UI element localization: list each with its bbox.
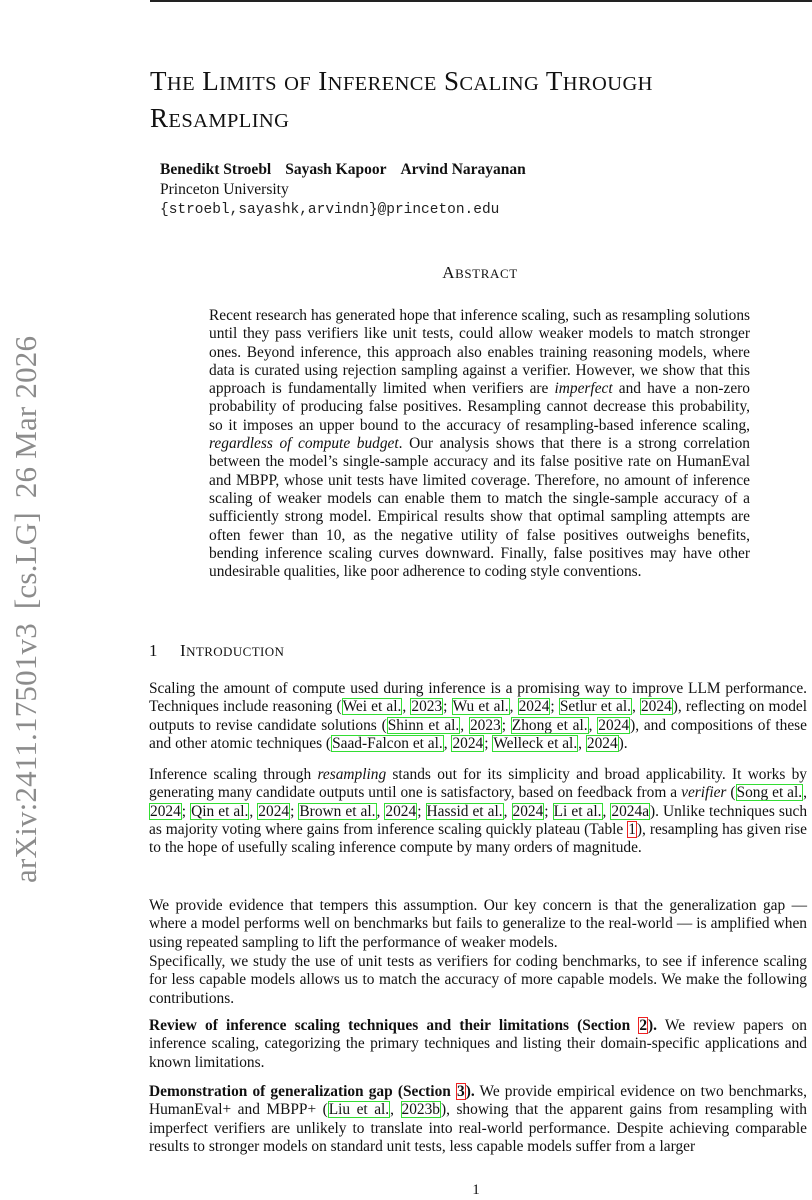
citation-link[interactable]: 2023	[411, 698, 443, 716]
affiliation: Princeton University	[160, 181, 289, 198]
citation-link[interactable]: Song et al.	[736, 784, 803, 802]
citation-link[interactable]: Wu et al.	[452, 698, 509, 716]
author-name: Arvind Narayanan	[400, 161, 526, 178]
citation-link[interactable]: 2024	[258, 802, 290, 820]
contribution-review: Review of inference scaling techniques and their limitations (Section 2). We review papers on inference scaling, categorizing the primary techniques and listing their domain-specific applications and known limitations.	[149, 1017, 807, 1071]
citation-link[interactable]: Wei et al.	[342, 698, 402, 716]
citation-link[interactable]: Brown et al.	[299, 802, 376, 820]
title-line-1: THE LIMITS OF INFERENCE SCALING THROUGH	[150, 66, 653, 96]
citation-link[interactable]: Hassid et al.	[426, 802, 503, 820]
citation-link[interactable]: 2023b	[401, 1101, 440, 1119]
citation-link[interactable]: Shinn et al.	[387, 716, 460, 734]
citation-link[interactable]: Welleck et al.	[493, 734, 578, 752]
intro-paragraph-1: Scaling the amount of compute used during inference is a promising way to improve LLM performance. Techniques include reasoning (Wei et al., 2023; Wu et al., 2024; Setlur et al., 2024), reflecting on model outputs to revise candidate solutions (Shinn et al., 2023; Zhong et al., 2024), and compositions of these and other atomic techniques (Saad-Falcon et al., 2024; Welleck et al., 2024).	[149, 680, 808, 752]
header-rule	[150, 0, 812, 2]
intro-paragraph-2: Inference scaling through resampling stands out for its simplicity and broad applicability. It works by generating many candidate outputs until one is satisfactory, based on feedback from a verifier (Song et al., 2024; Qin et al., 2024; Brown et al., 2024; Hassid et al., 2024; Li et al., 2024a). Unlike techniques such as majority voting where gains from inference scaling quickly plateau (Table 1), resampling has given rise to the hope of usefully scaling inference compute by many orders of magnitude.	[149, 766, 808, 857]
section-number: 1	[149, 641, 158, 660]
section-heading-introduction: 1 INTRODUCTION	[149, 641, 285, 660]
intro-paragraph-4: Specifically, we study the use of unit tests as verifiers for coding benchmarks, to see if inference scaling for less capable models allows us to match the accuracy of more capable models. We make the following contributions.	[149, 953, 807, 1007]
citation-link[interactable]: 2024a	[611, 802, 650, 820]
arxiv-date: 26 Mar 2026	[8, 335, 43, 499]
table-reference-link[interactable]: 1	[628, 820, 636, 838]
citation-link[interactable]: 2024	[452, 734, 484, 752]
author-block	[160, 160, 540, 220]
citation-link[interactable]: 2024	[640, 698, 672, 716]
citation-link[interactable]: Qin et al.	[191, 802, 249, 820]
citation-link[interactable]: 2024	[385, 802, 417, 820]
contribution-generalization-gap: Demonstration of generalization gap (Section 3). We provide empirical evidence on two benchmarks, HumanEval+ and MBPP+ (Liu et al., 2023b), showing that the apparent gains from resampling with imperfect verifiers are unlikely to translate into real-world performance. Despite achieving comparable results to stronger models on standard unit tests, less capable models suffer from a larger	[149, 1083, 808, 1155]
abstract-heading: ABSTRACT	[442, 263, 518, 282]
citation-link[interactable]: 2024	[512, 802, 544, 820]
citation-link[interactable]: Saad-Falcon et al.	[332, 734, 443, 752]
paper-title	[150, 64, 790, 138]
page-number: 1	[472, 1182, 480, 1198]
citation-link[interactable]: 2024	[598, 716, 630, 734]
author-name: Sayash Kapoor	[285, 161, 387, 178]
author-emails: {stroebl,sayashk,arvindn}@princeton.edu	[160, 202, 500, 218]
author-name: Benedikt Stroebl	[160, 161, 272, 178]
citation-link[interactable]: Li et al.	[553, 802, 602, 820]
citation-link[interactable]: 2024	[518, 698, 550, 716]
abstract-text: Recent research has generated hope that inference scaling, such as resampling solutions until they pass verifiers like unit tests, could allow weaker models to match stronger ones. Beyond inference, this approach also enables training reasoning models, where data is curated using rejection sampling against a verifier. However, we show that this approach is fundamentally limited when verifiers are imperfect and have a non-zero probability of producing false positives. Resampling cannot decrease this probability, so it imposes an upper bound to the accuracy of resampling-based inference scaling, regardless of compute budget. Our analysis shows that there is a strong correlation between the model’s single-sample accuracy and its false positive rate on HumanEval and MBPP, whose unit tests have limited coverage. Therefore, no amount of inference scaling of weaker models can enable them to match the single-sample accuracy of a sufficiently strong model. Empirical results show that optimal sampling attempts are often fewer than 10, as the negative utility of false positives outweighs benefits, bending inference scaling curves downward. Finally, false positives may have other undesirable qualities, like poor adherence to coding style conventions.	[209, 307, 750, 581]
citation-link[interactable]: 2024	[150, 802, 181, 820]
citation-link[interactable]: 2024	[586, 734, 618, 752]
citation-link[interactable]: Zhong et al.	[511, 716, 588, 734]
arxiv-sidebar-stamp	[4, 336, 48, 883]
author-names	[160, 160, 540, 180]
section-reference-link[interactable]: 3	[456, 1083, 465, 1100]
arxiv-category: [cs.LG]	[8, 512, 43, 610]
citation-link[interactable]: 2023	[469, 716, 501, 734]
citation-link[interactable]: Setlur et al.	[559, 698, 631, 716]
intro-paragraph-3: We provide evidence that tempers this assumption. Our key concern is that the generalization gap — where a model performs well on benchmarks but fails to generalize to the real-world — is amplified when using repeated sampling to lift the performance of weaker models.	[149, 897, 807, 951]
section-reference-link[interactable]: 2	[639, 1017, 648, 1034]
arxiv-id[interactable]: arXiv:2411.17501v3	[8, 623, 43, 883]
title-line-2: RESAMPLING	[150, 103, 290, 133]
citation-link[interactable]: Liu et al.	[328, 1101, 390, 1119]
